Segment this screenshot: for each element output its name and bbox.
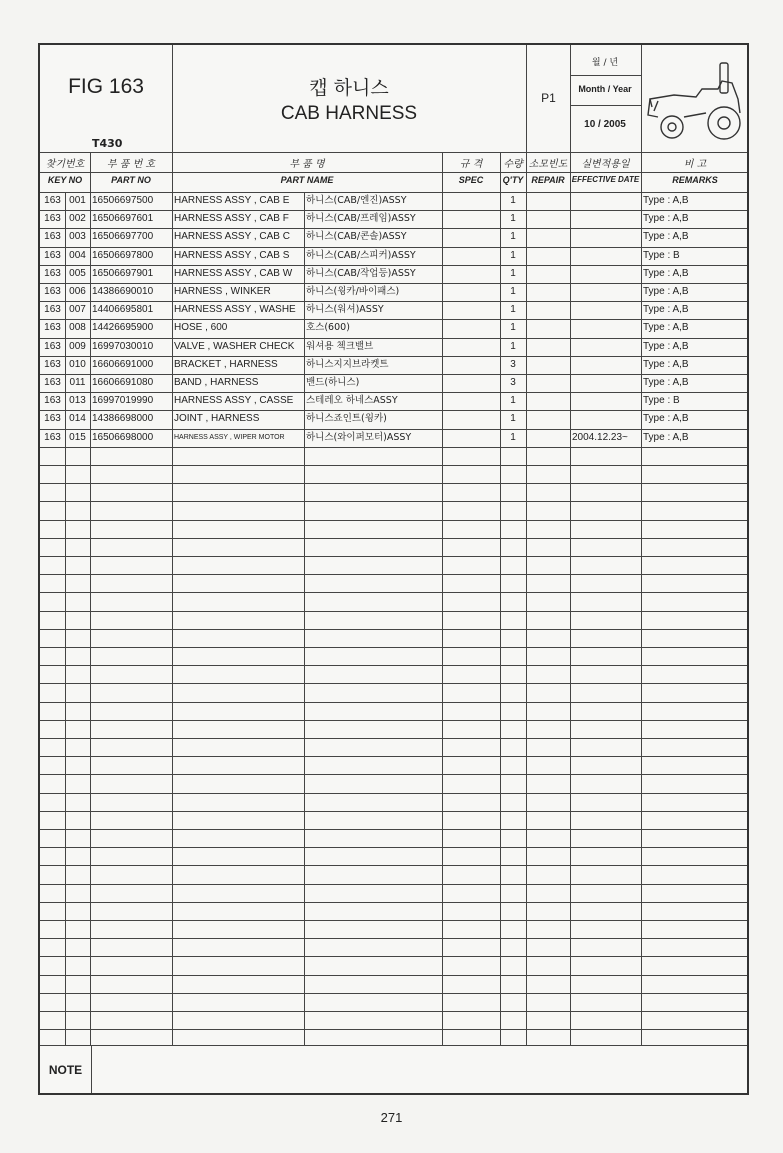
row-line [40, 756, 747, 757]
cell-key: 006 [69, 286, 86, 297]
cell-name-en: HARNESS ASSY , WIPER MOTOR [174, 433, 285, 441]
cell-key: 011 [69, 377, 86, 388]
row-line [40, 556, 747, 557]
cell-repair [526, 210, 570, 228]
cell-spec [442, 192, 500, 210]
cell-fig: 163 [44, 213, 61, 225]
cell-spec [442, 392, 500, 410]
title-english: CAB HARNESS [280, 103, 418, 124]
row-line [40, 884, 747, 885]
cell-key: 005 [69, 267, 86, 279]
row-line [40, 993, 747, 994]
cell-remarks: Type : A,B [643, 322, 689, 334]
cell-part-no: 14386698000 [92, 413, 154, 425]
cell-name-kr: 밴드(하니스) [306, 377, 360, 388]
cell-qty: 1 [510, 213, 516, 225]
cell-key: 003 [69, 231, 86, 243]
cell-qty: 1 [510, 322, 516, 334]
cell-eff-date [572, 301, 641, 319]
col-partno-en: PART NO [111, 175, 151, 185]
cell-spec [442, 265, 500, 283]
cell-key: 001 [69, 195, 86, 206]
cell-name-en: HARNESS ASSY , CASSE [174, 395, 294, 407]
cell-fig: 163 [44, 431, 61, 443]
cell-eff-date [572, 283, 641, 301]
cell-eff-date [572, 319, 641, 337]
col-spec-kr: 규 격 [459, 159, 483, 170]
col-qty-en: Q'TY [502, 175, 524, 185]
col-key-kr: 찾기번호 [45, 159, 85, 170]
cell-remarks: Type : A,B [643, 377, 689, 388]
cell-name-en: HARNESS ASSY , CAB S [174, 249, 290, 261]
month-year-value: 10 / 2005 [584, 119, 626, 130]
cell-eff-date: 2004.12.23~ [572, 431, 628, 443]
column-divider [500, 152, 501, 1045]
row-line [40, 574, 747, 575]
row-line [40, 811, 747, 812]
cell-key: 010 [69, 358, 86, 370]
cell-qty: 1 [510, 231, 516, 243]
month-year-divider [570, 105, 641, 106]
cell-fig: 163 [44, 377, 61, 388]
cell-part-no: 16997019990 [92, 395, 154, 407]
cell-spec [442, 356, 500, 374]
cell-key: 004 [69, 249, 86, 261]
cell-remarks: Type : A,B [643, 267, 689, 279]
cell-spec [442, 410, 500, 428]
cell-part-no: 16606691000 [92, 358, 154, 370]
col-partname-en: PART NAME [280, 175, 334, 185]
cell-part-no: 16506697700 [92, 231, 154, 243]
row-line [40, 319, 747, 320]
row-line [40, 210, 747, 211]
row-line [40, 847, 747, 848]
cell-fig: 163 [44, 267, 61, 279]
row-line [40, 975, 747, 976]
cell-name-en: HOSE , 600 [174, 322, 228, 334]
cell-qty: 1 [510, 340, 516, 352]
cell-key: 008 [69, 322, 86, 334]
cell-remarks: Type : A,B [643, 213, 689, 225]
cell-part-no: 16606691080 [92, 377, 154, 388]
col-remarks-en: REMARKS [672, 175, 718, 185]
cell-key: 014 [69, 413, 86, 425]
cell-fig: 163 [44, 395, 61, 407]
row-line [40, 938, 747, 939]
row-line [40, 665, 747, 666]
cell-remarks: Type : A,B [643, 413, 689, 425]
cell-name-en: VALVE , WASHER CHECK [174, 340, 295, 352]
cell-repair [526, 192, 570, 210]
table-bottom-line [40, 1045, 747, 1046]
row-line [40, 592, 747, 593]
cell-name-en: HARNESS ASSY , CAB E [174, 195, 290, 206]
cell-key: 015 [69, 431, 86, 443]
row-line [40, 865, 747, 866]
row-line [40, 374, 747, 375]
cell-part-no: 14426695900 [92, 322, 154, 334]
column-divider [90, 152, 91, 1045]
column-divider [172, 45, 173, 1045]
row-line [40, 629, 747, 630]
cell-eff-date [572, 192, 641, 210]
row-line [40, 793, 747, 794]
row-line [40, 774, 747, 775]
title-korean: 캡 하니스 [309, 77, 389, 99]
cell-qty: 3 [510, 358, 516, 370]
cell-eff-date [572, 374, 641, 392]
cell-remarks: Type : A,B [643, 358, 689, 370]
cell-part-no: 16506697601 [92, 213, 154, 225]
cell-spec [442, 374, 500, 392]
month-year-label-english: Month / Year [578, 84, 632, 94]
cell-remarks: Type : A,B [643, 195, 689, 206]
cell-part-no: 16506697901 [92, 267, 154, 279]
row-line [40, 538, 747, 539]
row-line [40, 501, 747, 502]
col-effdate-en: EFFECTIVE DATE [571, 175, 640, 184]
cell-name-kr: 하니스(윙카/바이패스) [306, 286, 400, 297]
cell-qty: 1 [510, 195, 516, 206]
row-line [40, 702, 747, 703]
row-line [40, 611, 747, 612]
cell-part-no: 16506697800 [92, 249, 154, 261]
cell-key: 013 [69, 395, 86, 407]
cell-remarks: Type : A,B [643, 340, 689, 352]
cell-fig: 163 [44, 286, 61, 297]
cell-remarks: Type : A,B [643, 304, 689, 316]
cell-remarks: Type : A,B [643, 431, 689, 443]
cell-fig: 163 [44, 322, 61, 334]
cell-name-en: HARNESS ASSY , CAB W [174, 267, 293, 279]
parts-sheet [38, 43, 749, 1095]
row-line [40, 647, 747, 648]
row-line [40, 902, 747, 903]
cell-name-kr: 하니스(워셔)ASSY [306, 304, 384, 316]
row-line [40, 447, 747, 448]
row-line [40, 920, 747, 921]
cell-name-en: HARNESS ASSY , WASHE [174, 304, 296, 316]
cell-repair [526, 392, 570, 410]
row-line [40, 956, 747, 957]
figure-number: FIG 163 [68, 75, 144, 98]
row-line [40, 356, 747, 357]
cell-fig: 163 [44, 358, 61, 370]
row-line [40, 392, 747, 393]
col-partno-kr: 부 품 번 호 [106, 159, 156, 170]
cell-name-kr: 스테레오 하네스ASSY [306, 395, 398, 407]
cell-eff-date [572, 265, 641, 283]
row-line [40, 720, 747, 721]
cell-qty: 3 [510, 377, 516, 388]
cell-fig: 163 [44, 249, 61, 261]
cell-qty: 1 [510, 249, 516, 261]
cell-name-en: HARNESS ASSY , CAB F [174, 213, 289, 225]
col-qty-kr: 수량 [503, 159, 523, 170]
cell-eff-date [572, 392, 641, 410]
cell-remarks: Type : A,B [643, 231, 689, 243]
note-label: NOTE [48, 1063, 83, 1077]
row-line [40, 1011, 747, 1012]
month-year-divider [570, 75, 641, 76]
model-label: T430 [92, 137, 123, 150]
cell-spec [442, 429, 500, 447]
col-partname-kr: 부 품 명 [289, 159, 325, 170]
row-line [40, 1029, 747, 1030]
col-effdate-kr: 실변적용일 [581, 159, 630, 170]
note-divider [91, 1045, 92, 1093]
col-key-en: KEY NO [47, 175, 83, 185]
cell-part-no: 14386690010 [92, 286, 154, 297]
row-line [40, 228, 747, 229]
cell-repair [526, 429, 570, 447]
cell-name-kr: 하니스(CAB/작업등)ASSY [306, 267, 416, 279]
row-line [40, 429, 747, 430]
cell-name-en: JOINT , HARNESS [174, 413, 260, 425]
cell-key: 009 [69, 340, 86, 352]
cell-name-kr: 하니스지지브라켓트 [306, 358, 389, 370]
row-line [40, 247, 747, 248]
cell-name-kr: 호스(600) [306, 322, 350, 334]
column-divider [526, 45, 527, 1045]
cell-repair [526, 319, 570, 337]
cell-key: 002 [69, 213, 86, 225]
cell-repair [526, 374, 570, 392]
row-line [40, 520, 747, 521]
cell-name-kr: 하니스(CAB/프레임)ASSY [306, 213, 416, 225]
cell-fig: 163 [44, 231, 61, 243]
cell-spec [442, 228, 500, 246]
cell-name-kr: 하니스(CAB/콘솔)ASSY [306, 231, 407, 243]
cell-name-kr: 워셔용 첵크밸브 [306, 340, 374, 352]
cell-part-no: 16506697500 [92, 195, 154, 206]
cell-qty: 1 [510, 286, 516, 297]
column-divider [570, 45, 571, 1045]
cell-name-en: HARNESS ASSY , CAB C [174, 231, 290, 243]
cell-eff-date [572, 228, 641, 246]
cell-spec [442, 247, 500, 265]
cell-eff-date [572, 210, 641, 228]
cell-eff-date [572, 247, 641, 265]
col-repair-en: REPAIR [531, 175, 565, 185]
column-divider [641, 45, 642, 1045]
cell-repair [526, 301, 570, 319]
cell-remarks: Type : B [643, 395, 680, 407]
cell-qty: 1 [510, 413, 516, 425]
cell-name-en: HARNESS , WINKER [174, 286, 271, 297]
cell-part-no: 16997030010 [92, 340, 154, 352]
cell-name-kr: 하니스(CAB/스피커)ASSY [306, 249, 416, 261]
col-repair-kr: 소모빈도 [528, 159, 568, 170]
row-line [40, 483, 747, 484]
row-line [40, 265, 747, 266]
cell-spec [442, 283, 500, 301]
cell-repair [526, 247, 570, 265]
cell-spec [442, 210, 500, 228]
cell-eff-date [572, 338, 641, 356]
row-line [40, 410, 747, 411]
row-line [40, 738, 747, 739]
row-line [40, 301, 747, 302]
cell-key: 007 [69, 304, 86, 316]
cell-qty: 1 [510, 267, 516, 279]
cell-qty: 1 [510, 304, 516, 316]
cell-repair [526, 410, 570, 428]
cell-qty: 1 [510, 431, 516, 443]
cell-spec [442, 319, 500, 337]
cell-qty: 1 [510, 395, 516, 407]
cell-name-kr: 하니스(와이퍼모터)ASSY [306, 431, 412, 443]
row-line [40, 465, 747, 466]
cell-repair [526, 338, 570, 356]
cell-repair [526, 356, 570, 374]
row-line [40, 283, 747, 284]
cell-repair [526, 283, 570, 301]
cell-eff-date [572, 410, 641, 428]
tractor-icon [644, 55, 748, 143]
cell-repair [526, 228, 570, 246]
month-year-label-korean: 월 / 년 [591, 58, 619, 68]
row-line [40, 683, 747, 684]
cell-name-en: BAND , HARNESS [174, 377, 259, 388]
cell-remarks: Type : A,B [643, 286, 689, 297]
cell-fig: 163 [44, 413, 61, 425]
cell-spec [442, 301, 500, 319]
cell-name-en: BRACKET , HARNESS [174, 358, 278, 370]
page-code: P1 [541, 91, 556, 105]
cell-name-kr: 하니스죠인트(윙카) [306, 413, 387, 425]
cell-part-no: 14406695801 [92, 304, 154, 316]
cell-fig: 163 [44, 340, 61, 352]
col-remarks-kr: 비 고 [683, 159, 707, 170]
row-line [40, 829, 747, 830]
cell-part-no: 16506698000 [92, 431, 154, 443]
cell-repair [526, 265, 570, 283]
cell-remarks: Type : B [643, 249, 680, 261]
cell-fig: 163 [44, 195, 61, 206]
cell-fig: 163 [44, 304, 61, 316]
row-line [40, 338, 747, 339]
cell-name-kr: 하니스(CAB/엔진)ASSY [306, 195, 407, 206]
page-number: 271 [380, 1110, 403, 1125]
col-spec-en: SPEC [458, 175, 484, 185]
cell-eff-date [572, 356, 641, 374]
cell-spec [442, 338, 500, 356]
column-divider [442, 152, 443, 1045]
